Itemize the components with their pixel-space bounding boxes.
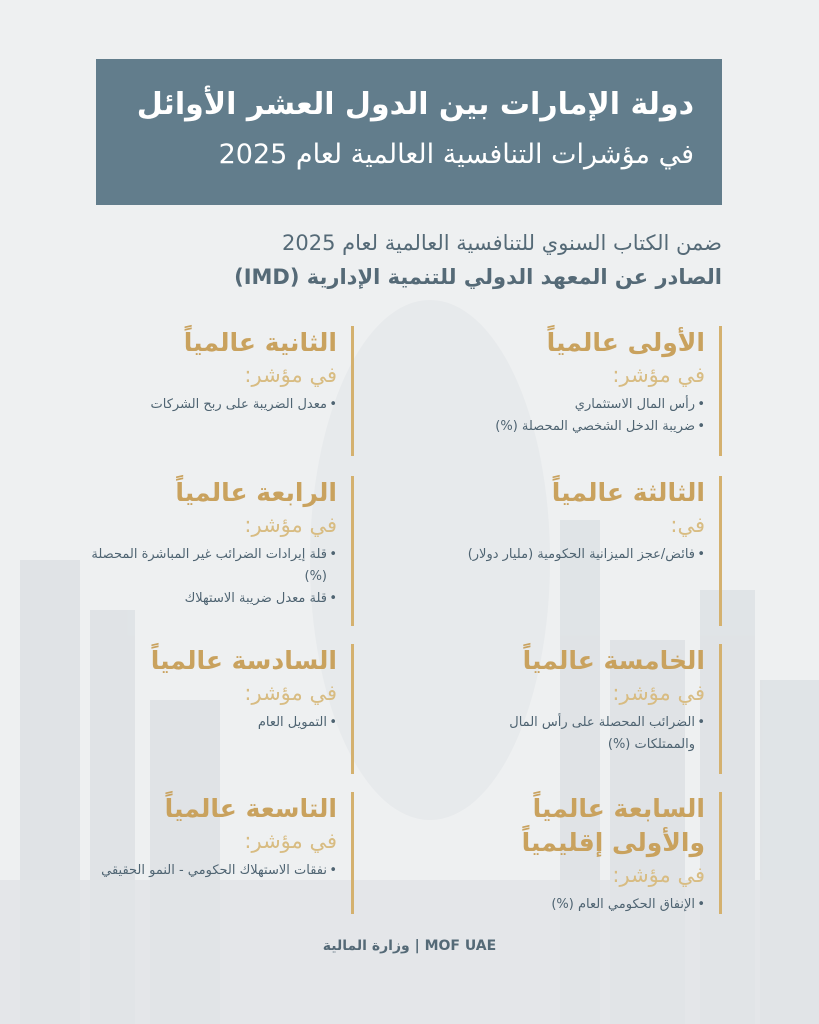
ranking-second bbox=[84, 326, 354, 456]
intro-line-1: ضمن الكتاب السنوي للتنافسية العالمية لعام 2025 bbox=[281, 231, 722, 255]
ranking-ninth bbox=[84, 792, 354, 914]
ranking-seventh bbox=[452, 792, 722, 914]
rank-label: في مؤشر: bbox=[244, 363, 337, 387]
rank-title: السابعة عالمياً والأولى إقليمياً bbox=[521, 794, 705, 857]
rank-label: في مؤشر: bbox=[612, 363, 705, 387]
intro-text bbox=[96, 226, 722, 294]
rank-title: الرابعة عالمياً bbox=[175, 478, 337, 507]
list-item: • معدل الضريبة على ربح الشركات bbox=[84, 394, 337, 416]
list-item: • الإنفاق الحكومي العام (%) bbox=[452, 894, 705, 916]
ministry-name: وزارة المالية bbox=[322, 938, 410, 954]
title-line-1: دولة الإمارات بين الدول العشر الأوائل bbox=[136, 87, 694, 122]
rank-title: السادسة عالمياً bbox=[150, 646, 337, 675]
rank-title: الأولى عالمياً bbox=[546, 328, 705, 357]
social-handle: MOF UAE bbox=[424, 938, 497, 954]
list-item: • رأس المال الاستثماري bbox=[452, 394, 705, 416]
rank-label: في مؤشر: bbox=[244, 829, 337, 853]
list-item: • فائض/عجز الميزانية الحكومية (مليار دولار) bbox=[452, 544, 705, 566]
intro-line-2: الصادر عن المعهد الدولي للتنمية الإدارية (IMD) bbox=[234, 265, 722, 289]
rank-label: في مؤشر: bbox=[244, 513, 337, 537]
list-item: • التمويل العام bbox=[84, 712, 337, 734]
rank-title: الثانية عالمياً bbox=[183, 328, 337, 357]
list-item: • ضريبة الدخل الشخصي المحصلة (%) bbox=[452, 416, 705, 438]
footer-branding bbox=[0, 938, 819, 954]
footer-separator: | bbox=[414, 938, 420, 954]
ranking-third bbox=[452, 476, 722, 626]
list-item: • قلة معدل ضريبة الاستهلاك bbox=[84, 588, 337, 610]
rank-label: في مؤشر: bbox=[244, 681, 337, 705]
ranking-fourth bbox=[84, 476, 354, 626]
title-line-2: في مؤشرات التنافسية العالمية لعام 2025 bbox=[218, 139, 694, 170]
title-banner bbox=[96, 59, 722, 205]
rank-title: التاسعة عالمياً bbox=[164, 794, 337, 823]
rank-label: في: bbox=[670, 513, 705, 537]
rank-title: الثالثة عالمياً bbox=[551, 478, 705, 507]
list-item: • الضرائب المحصلة على رأس المال والممتلكات (%) bbox=[452, 712, 705, 756]
rank-label: في مؤشر: bbox=[612, 863, 705, 887]
list-item: • نفقات الاستهلاك الحكومي - النمو الحقيقي bbox=[84, 860, 337, 882]
ranking-first bbox=[452, 326, 722, 456]
ranking-sixth bbox=[84, 644, 354, 774]
rank-title: الخامسة عالمياً bbox=[522, 646, 705, 675]
list-item: • قلة إيرادات الضرائب غير المباشرة المحصلة (%) bbox=[84, 544, 337, 588]
ranking-fifth bbox=[452, 644, 722, 774]
rank-label: في مؤشر: bbox=[612, 681, 705, 705]
